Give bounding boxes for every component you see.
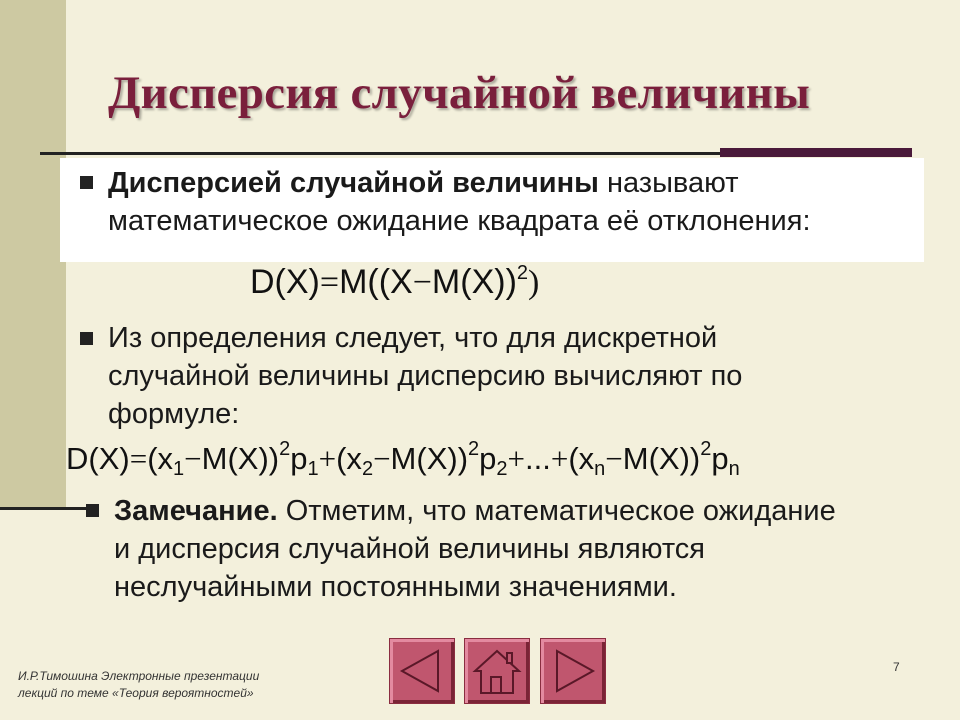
formula1-equals: = bbox=[319, 264, 340, 301]
definition-term: Дисперсией случайной величины bbox=[108, 167, 599, 199]
formula2-exponent: 2 bbox=[700, 438, 712, 460]
next-slide-button[interactable] bbox=[540, 638, 606, 704]
variance-formula bbox=[250, 262, 539, 302]
remark-line3: неслучайными постоянными значениями. bbox=[114, 571, 677, 603]
definition-line2: математическое ожидание квадрата её отклонения: bbox=[108, 205, 811, 237]
discrete-text bbox=[108, 319, 742, 433]
discrete-line1: Из определения следует, что для дискретной bbox=[108, 322, 718, 354]
formula1-minus: − bbox=[412, 264, 432, 301]
bullet-square-icon bbox=[80, 332, 93, 345]
formula2-equals: = bbox=[129, 441, 148, 476]
formula2-plus: + bbox=[550, 441, 569, 476]
remark-text bbox=[114, 492, 836, 606]
discrete-line2: случайной величины дисперсию вычисляют по bbox=[108, 360, 743, 392]
formula2-term2-sub: 2 bbox=[361, 458, 374, 480]
formula2-term2-open: (x bbox=[336, 441, 362, 476]
formula2-term2-rest: M(X)) bbox=[390, 441, 469, 476]
house-icon bbox=[465, 639, 529, 703]
formula1-close: ) bbox=[528, 264, 540, 301]
formula2-termn-rest: M(X)) bbox=[622, 441, 701, 476]
remark-line2: и дисперсия случайной величины являются bbox=[114, 533, 705, 565]
formula2-termn-open: (x bbox=[568, 441, 595, 476]
formula2-plus: + bbox=[318, 441, 337, 476]
formula2-exponent: 2 bbox=[468, 438, 480, 460]
slide-title: Дисперсия случайной величины bbox=[108, 67, 811, 119]
formula1-part1: M((X bbox=[339, 263, 413, 301]
formula2-minus: − bbox=[184, 441, 202, 476]
remark-line1-rest: Отметим, что математическое ожидание bbox=[277, 495, 836, 527]
formula1-lhs: D(X) bbox=[250, 263, 320, 301]
formula2-term2-psub: 2 bbox=[496, 458, 508, 480]
formula2-exponent: 2 bbox=[279, 438, 291, 460]
footer-line2: лекций по теме «Теория вероятностей» bbox=[18, 686, 254, 700]
formula1-part2: M(X)) bbox=[431, 263, 517, 301]
footer-line1: И.Р.Тимошина Электронные презентации bbox=[18, 669, 260, 683]
bullet-square-icon bbox=[80, 176, 93, 189]
formula2-termn-psub: n bbox=[728, 458, 740, 480]
page-number: 7 bbox=[893, 660, 900, 674]
formula2-plus: + bbox=[507, 441, 526, 476]
formula2-term1-sub: 1 bbox=[173, 458, 185, 480]
formula2-term1-p: p bbox=[290, 441, 308, 476]
formula2-term2-p: p bbox=[479, 441, 497, 476]
bullet-square-icon bbox=[86, 504, 99, 517]
divider-line-bottom bbox=[0, 507, 98, 510]
triangle-right-icon bbox=[541, 639, 605, 703]
formula2-termn-p: p bbox=[711, 441, 729, 476]
formula2-term1-rest: M(X)) bbox=[201, 441, 280, 476]
formula2-term1-open: (x bbox=[147, 441, 174, 476]
side-band bbox=[0, 0, 66, 510]
home-button[interactable] bbox=[464, 638, 530, 704]
footer-credit bbox=[18, 668, 259, 702]
definition-line1-rest: называют bbox=[598, 167, 739, 199]
remark-label: Замечание. bbox=[114, 495, 278, 527]
formula2-dots: ... bbox=[525, 441, 551, 476]
formula2-minus: − bbox=[605, 441, 623, 476]
previous-slide-button[interactable] bbox=[389, 638, 455, 704]
discrete-line3: формуле: bbox=[108, 398, 240, 430]
formula2-termn-sub: n bbox=[594, 458, 606, 480]
formula2-lhs: D(X) bbox=[66, 441, 130, 476]
formula1-exponent: 2 bbox=[516, 262, 529, 284]
divider-line bbox=[40, 152, 720, 155]
formula2-minus: − bbox=[373, 441, 391, 476]
triangle-left-icon bbox=[390, 639, 454, 703]
discrete-variance-formula bbox=[66, 438, 740, 481]
divider-accent bbox=[720, 148, 912, 157]
definition-text bbox=[108, 164, 811, 240]
formula2-term1-psub: 1 bbox=[307, 458, 319, 480]
